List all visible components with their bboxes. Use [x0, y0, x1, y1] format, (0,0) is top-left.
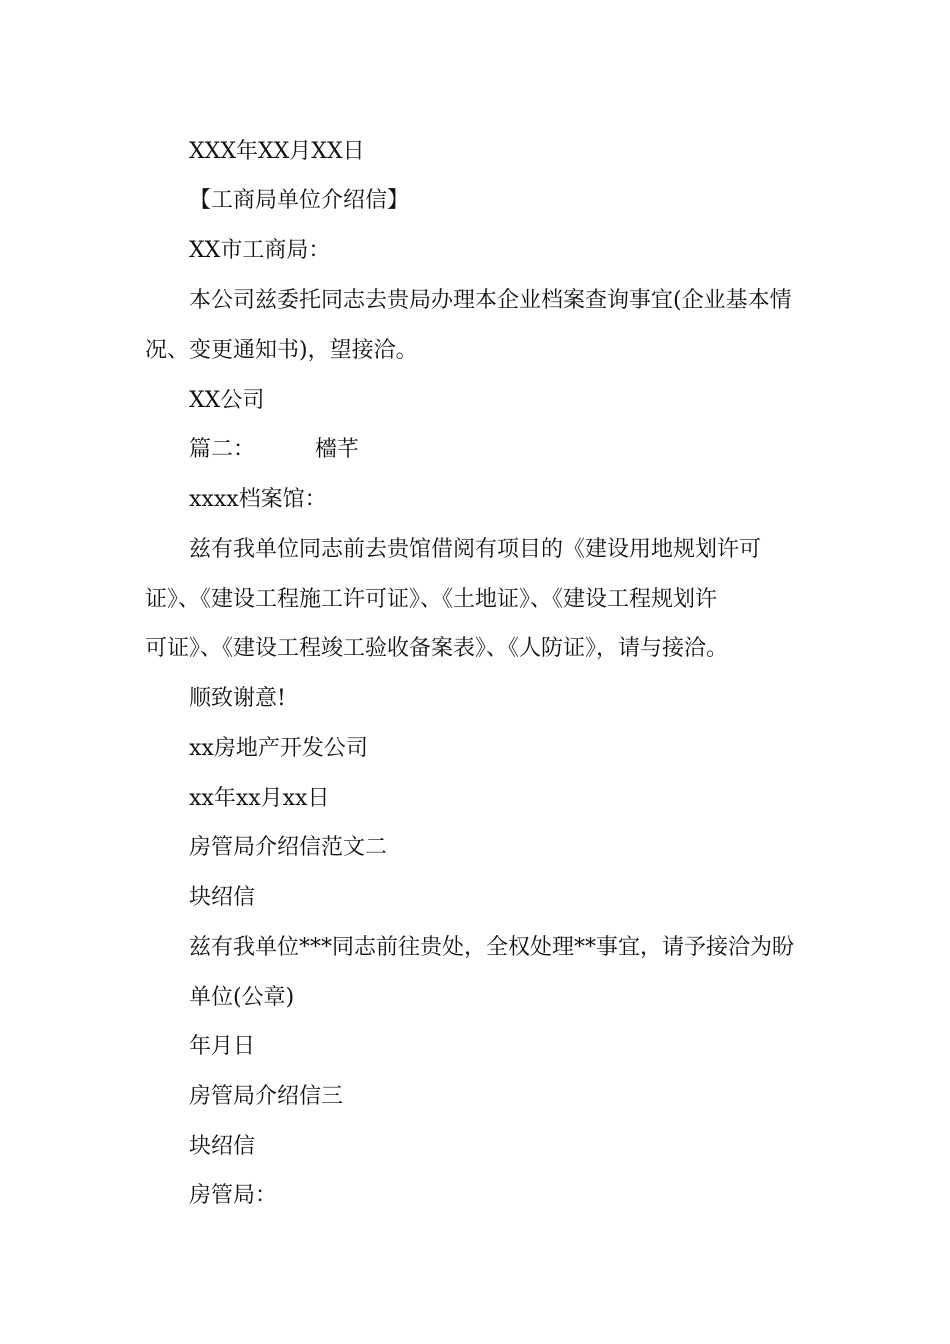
signature-unit: 单位(公章)	[189, 985, 295, 1010]
section-heading: 【工商局单位介绍信】	[189, 188, 410, 213]
salutation: 房管局：	[189, 1183, 278, 1208]
closing-line: 顺致谢意!	[189, 686, 286, 711]
body-paragraph-line: 本公司兹委托同志去贵局办理本企业档案查询事宜(企业基本情	[189, 288, 792, 313]
date-line: 年月日	[189, 1034, 256, 1059]
signature-company: XX公司	[189, 388, 265, 413]
salutation: xxxx档案馆：	[189, 487, 327, 512]
letter-title: 块绍信	[189, 885, 256, 910]
section-heading: 房管局介绍信三	[189, 1084, 344, 1109]
chapter-label: 篇二：	[189, 437, 256, 462]
body-paragraph-line: 兹有我单位同志前去贵馆借阅有项目的《建设用地规划许可	[189, 537, 762, 562]
letter-title: 块绍信	[189, 1134, 256, 1159]
body-paragraph-line: 兹有我单位***同志前往贵处，全权处理**事宜，请予接洽为盼	[189, 935, 795, 960]
body-paragraph-line: 证》、《建设工程施工许可证》、《土地证》、《建设工程规划许	[145, 587, 718, 612]
section-heading: 房管局介绍信范文二	[189, 835, 388, 860]
body-paragraph-line: 可证》、《建设工程竣工验收备案表》、《人防证》，请与接洽。	[145, 636, 729, 661]
chapter-heading	[0, 435, 950, 465]
salutation: XX市工商局：	[189, 238, 331, 263]
body-paragraph-line: 况、变更通知书)，望接洽。	[145, 338, 418, 363]
chapter-title: 檣芊	[315, 437, 360, 462]
date-line: XXX年XX月XX日	[189, 139, 365, 164]
signature-company: xx房地产开发公司	[189, 736, 368, 761]
date-line: xx年xx月xx日	[189, 786, 330, 811]
